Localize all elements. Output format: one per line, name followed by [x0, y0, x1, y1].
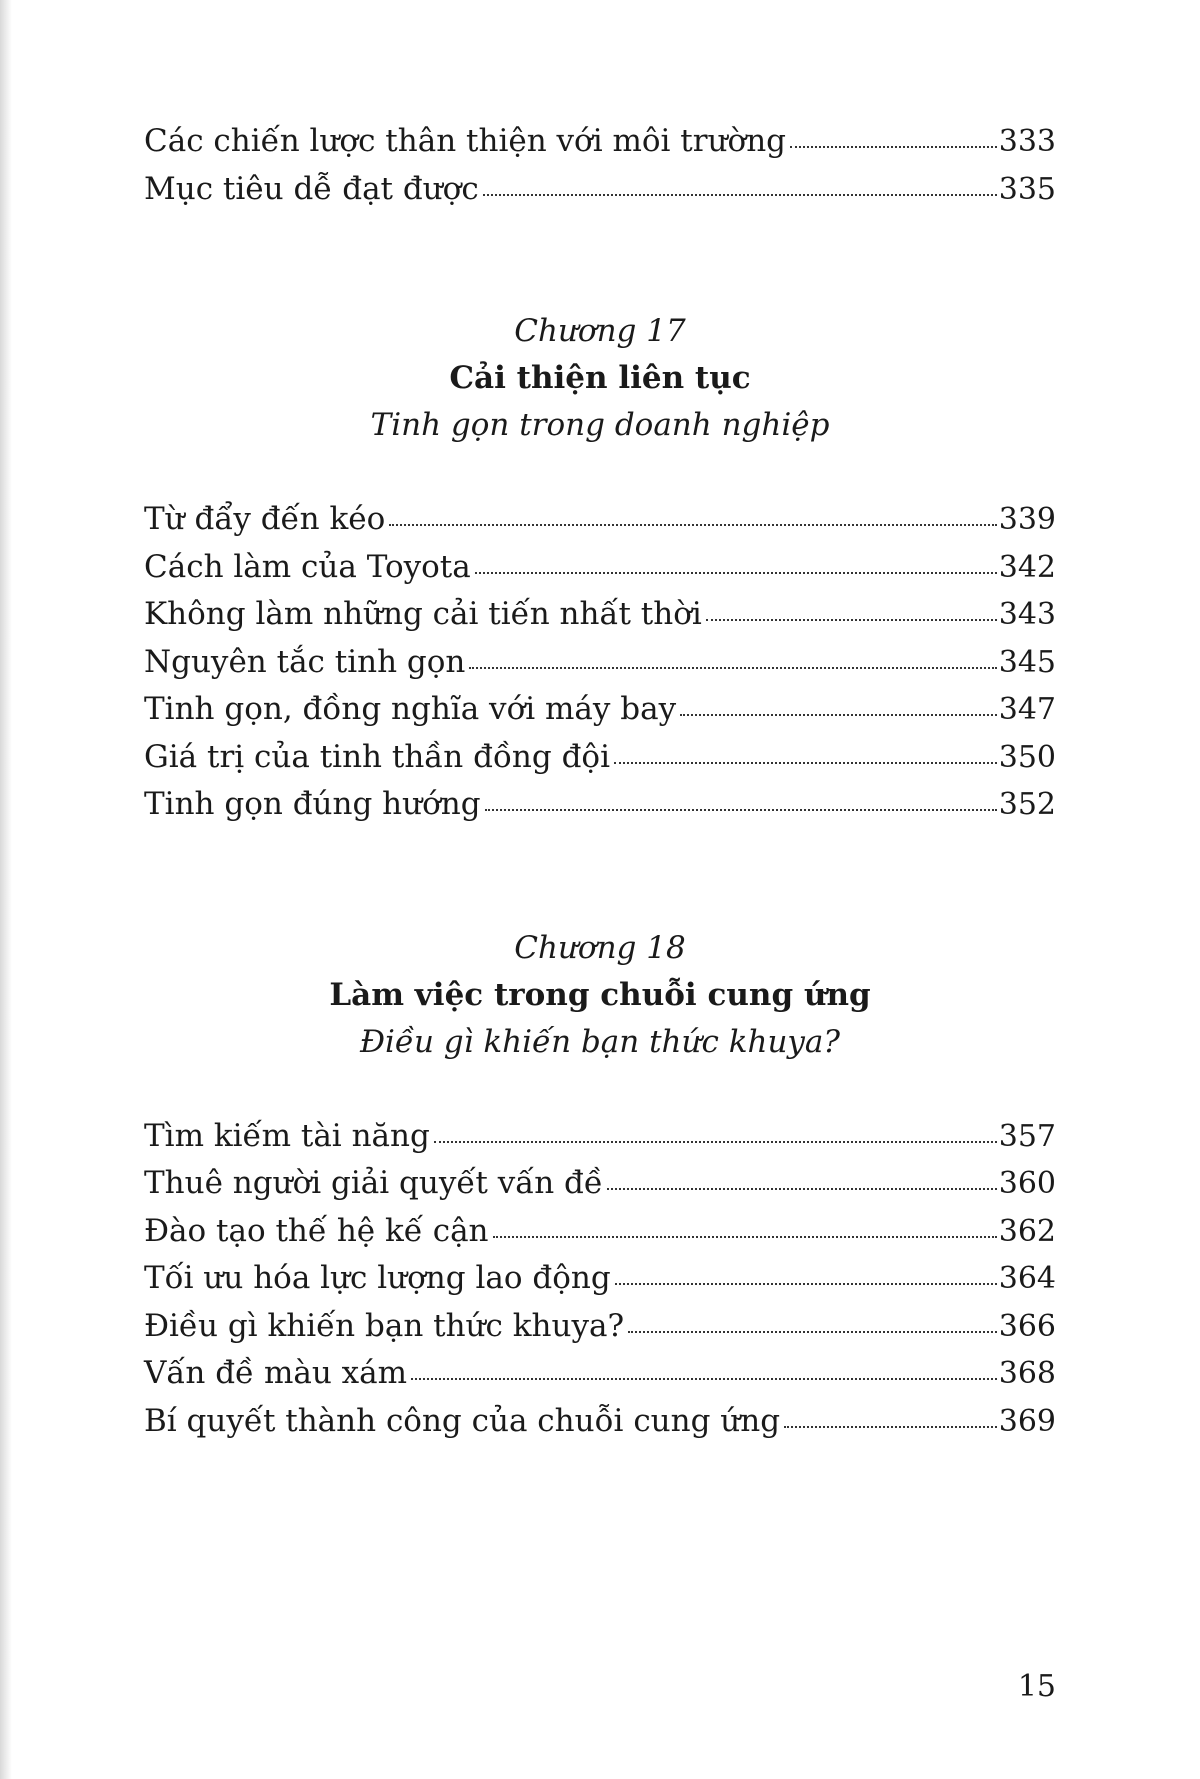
toc-entry-title: Tìm kiếm tài năng — [144, 1117, 430, 1154]
toc-entry — [144, 1255, 1056, 1303]
leader-dots — [434, 1141, 997, 1143]
toc-entry — [144, 1303, 1056, 1351]
toc-entry — [144, 781, 1056, 829]
leader-dots — [615, 1283, 997, 1285]
toc-entry-page: 364 — [998, 1261, 1056, 1296]
toc-entry-title: Tinh gọn đúng hướng — [144, 786, 481, 822]
toc-entry-page: 339 — [998, 502, 1056, 537]
toc-entry — [144, 166, 1056, 214]
leader-dots — [483, 194, 997, 196]
toc-entry-title: Thuê người giải quyết vấn đề — [144, 1165, 603, 1201]
toc-entry-page: 360 — [998, 1166, 1056, 1201]
toc-entry-page: 357 — [998, 1118, 1056, 1154]
toc-entry — [144, 544, 1056, 592]
toc-list-chapter-17 — [144, 496, 1056, 829]
toc-page — [144, 118, 1056, 1445]
toc-entry-title: Giá trị của tinh thần đồng đội — [144, 738, 611, 775]
toc-entry-title: Nguyên tắc tinh gọn — [144, 643, 466, 680]
leader-dots — [485, 809, 997, 811]
leader-dots — [389, 524, 997, 526]
chapter-number: Chương 18 — [514, 929, 686, 966]
chapter-number: Chương 17 — [514, 313, 686, 349]
leader-dots — [411, 1378, 997, 1380]
leader-dots — [628, 1331, 997, 1333]
toc-entry-title: Vấn đề màu xám — [144, 1355, 408, 1391]
toc-entry — [144, 118, 1056, 166]
page-number: 15 — [1017, 1669, 1056, 1704]
chapter-heading-18 — [144, 925, 1056, 1066]
toc-entry-page: 366 — [998, 1308, 1056, 1344]
leader-dots — [493, 1236, 997, 1238]
toc-entry-page: 369 — [998, 1403, 1056, 1439]
toc-entry-page: 335 — [998, 171, 1056, 207]
toc-entry-title: Tối ưu hóa lực lượng lao động — [144, 1260, 611, 1296]
toc-entry — [144, 591, 1056, 639]
toc-entry-page: 352 — [998, 787, 1056, 822]
toc-list-continued — [144, 118, 1056, 213]
leader-dots — [706, 619, 997, 621]
toc-entry-page: 362 — [998, 1213, 1056, 1249]
toc-entry-title: Đào tạo thế hệ kế cận — [144, 1212, 489, 1249]
leader-dots — [784, 1426, 997, 1428]
toc-entry-title: Điều gì khiến bạn thức khuya? — [144, 1307, 625, 1344]
toc-entry-title: Tinh gọn, đồng nghĩa với máy bay — [144, 691, 677, 727]
toc-entry-page: 368 — [998, 1356, 1056, 1391]
toc-entry — [144, 1113, 1056, 1161]
page-edge-shadow — [0, 0, 12, 1779]
toc-entry-title: Bí quyết thành công của chuỗi cung ứng — [144, 1402, 781, 1439]
toc-entry-page: 345 — [998, 644, 1056, 680]
toc-entry — [144, 1208, 1056, 1256]
chapter-subtitle: Điều gì khiến bạn thức khuya? — [359, 1023, 841, 1060]
leader-dots — [680, 714, 997, 716]
toc-entry-page: 333 — [998, 124, 1056, 159]
toc-entry-title: Không làm những cải tiến nhất thời — [144, 596, 702, 632]
leader-dots — [469, 667, 996, 669]
leader-dots — [790, 146, 997, 148]
toc-entry-title: Từ đẩy đến kéo — [144, 501, 386, 537]
chapter-title: Cải thiện liên tục — [449, 360, 751, 396]
leader-dots — [614, 762, 997, 764]
toc-entry-page: 342 — [998, 549, 1056, 585]
leader-dots — [607, 1188, 997, 1190]
toc-entry — [144, 686, 1056, 734]
leader-dots — [475, 572, 997, 574]
toc-list-chapter-18 — [144, 1113, 1056, 1446]
toc-entry — [144, 639, 1056, 687]
toc-entry-page: 350 — [998, 739, 1056, 775]
toc-entry — [144, 1398, 1056, 1446]
toc-entry-page: 343 — [998, 597, 1056, 632]
toc-entry — [144, 1160, 1056, 1208]
toc-entry — [144, 1350, 1056, 1398]
toc-entry — [144, 734, 1056, 782]
chapter-subtitle: Tinh gọn trong doanh nghiệp — [370, 407, 830, 443]
toc-entry — [144, 496, 1056, 544]
toc-entry-title: Cách làm của Toyota — [144, 548, 471, 585]
chapter-heading-17 — [144, 308, 1056, 449]
toc-entry-title: Mục tiêu dễ đạt được — [144, 170, 479, 207]
toc-entry-page: 347 — [998, 692, 1056, 727]
toc-entry-title: Các chiến lược thân thiện với môi trường — [144, 123, 787, 159]
chapter-title: Làm việc trong chuỗi cung ứng — [329, 976, 871, 1013]
